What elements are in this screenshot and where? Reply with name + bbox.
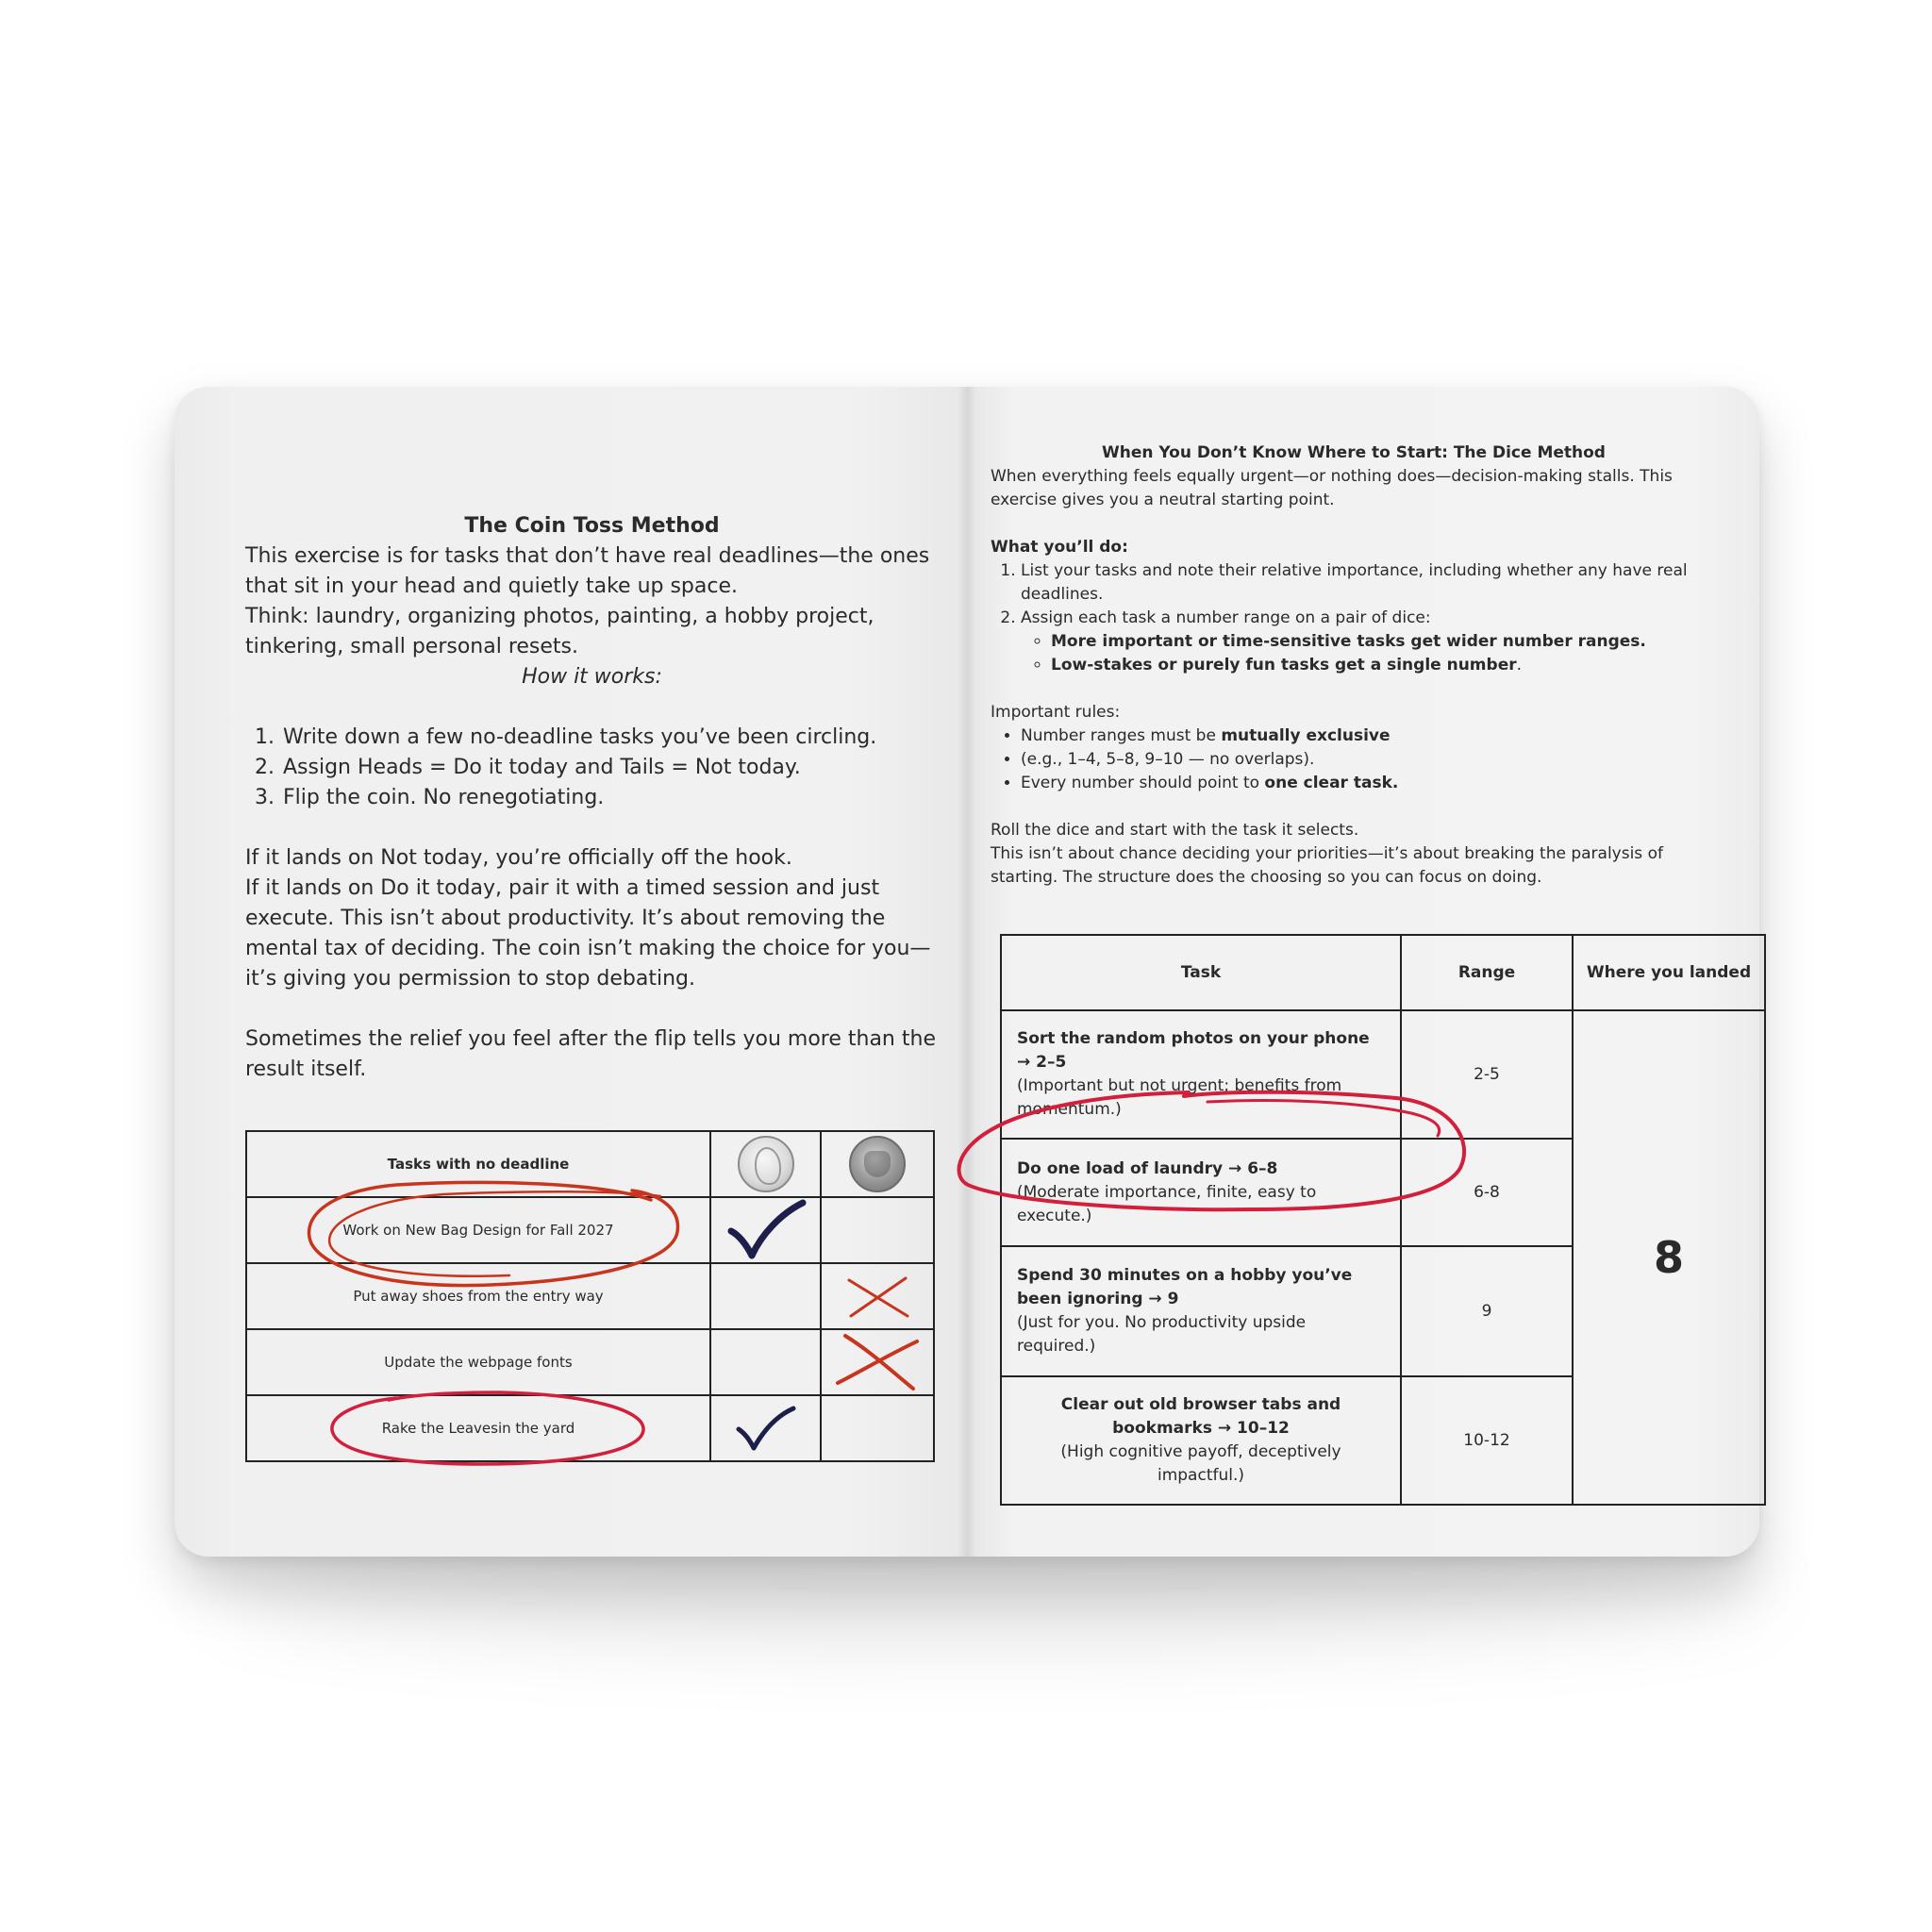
- table-row: [246, 1395, 934, 1461]
- rule-text: Every number should point to: [1021, 774, 1265, 792]
- sub-point-suffix: .: [1516, 656, 1523, 675]
- rule-item: • (e.g., 1–4, 5–8, 9–10 — no overlaps).: [1021, 748, 1717, 772]
- task-note: (Just for you. No productivity upside required.): [1017, 1313, 1307, 1356]
- task-note: (Important but not urgent; benefits from momentum.): [1017, 1076, 1342, 1119]
- quarter-tails-coin-icon: [849, 1136, 906, 1192]
- dice-step-text: Assign each task a number range on a pair of dice:: [1021, 608, 1431, 627]
- range-cell: 6-8: [1401, 1139, 1573, 1246]
- table-row: [246, 1263, 934, 1329]
- spacer: [991, 512, 1717, 536]
- dice-step: [1021, 607, 1717, 677]
- heads-cell: [710, 1197, 821, 1263]
- rule-item: [1021, 724, 1717, 748]
- coin-toss-steps: [245, 723, 939, 813]
- landed-header: Where you landed: [1573, 935, 1765, 1010]
- rule-text: Number ranges must be: [1021, 726, 1222, 745]
- checkmark-icon: [724, 1199, 808, 1261]
- task-cell: Put away shoes from the entry way: [246, 1263, 710, 1329]
- range-cell: 9: [1401, 1246, 1573, 1376]
- spacer: [245, 994, 939, 1024]
- task-cell: Update the webpage fonts: [246, 1329, 710, 1395]
- coin-step: 2. Assign Heads = Do it today and Tails = Not today.: [281, 753, 939, 783]
- spacer: [991, 795, 1717, 819]
- dice-steps: [991, 559, 1717, 677]
- task-cell: [1001, 1376, 1401, 1505]
- range-cell: 2-5: [1401, 1010, 1573, 1139]
- rule-strong: one clear task.: [1264, 774, 1399, 792]
- sub-point: [1051, 630, 1717, 654]
- coin-toss-title: The Coin Toss Method: [464, 514, 720, 538]
- coin-toss-intro-2: Think: laundry, organizing photos, painting, a hobby project, tinkering, small personal resets.: [245, 605, 874, 658]
- coin-toss-para-3: Sometimes the relief you feel after the flip tells you more than the result itself.: [245, 1027, 936, 1081]
- coin-toss-table: [245, 1130, 935, 1462]
- table-row: [246, 1197, 934, 1263]
- checkmark-icon: [733, 1405, 799, 1452]
- task-cell: [1001, 1010, 1401, 1139]
- x-mark-icon: [840, 1273, 915, 1320]
- coin-toss-para-2: If it lands on Do it today, pair it with a timed session and just execute. This isn’t about productivity. It’s about removing the mental tax of deciding. The coin isn’t making the choice for you—it’s giving you permission to stop debating.: [245, 876, 931, 991]
- coin-toss-text: [245, 511, 939, 1085]
- tails-cell: [821, 1197, 934, 1263]
- closing-2: This isn’t about chance deciding your priorities—it’s about breaking the paralysis of starting. The structure does the choosing so you can focus on doing.: [991, 844, 1663, 887]
- what-youll-do-heading: What you’ll do:: [991, 538, 1128, 557]
- range-cell: 10-12: [1401, 1376, 1573, 1505]
- sub-point-text: More important or time-sensitive tasks get wider number ranges.: [1051, 632, 1646, 651]
- dice-method-table: [1000, 934, 1766, 1506]
- tails-column-header: [821, 1131, 934, 1197]
- table-header-row: [1001, 935, 1765, 1010]
- heads-cell: [710, 1395, 821, 1461]
- table-header-row: [246, 1131, 934, 1197]
- task-title: Spend 30 minutes on a hobby you’ve been ignoring → 9: [1017, 1266, 1353, 1308]
- dice-method-text: [991, 441, 1717, 890]
- tasks-header: Tasks with no deadline: [246, 1131, 710, 1197]
- task-header: Task: [1001, 935, 1401, 1010]
- landed-value: 8: [1573, 1010, 1765, 1505]
- task-note: (High cognitive payoff, deceptively impactful.): [1060, 1442, 1341, 1485]
- table-row: [1001, 1010, 1765, 1139]
- range-header: Range: [1401, 935, 1573, 1010]
- closing-1: Roll the dice and start with the task it selects.: [991, 821, 1359, 840]
- task-note: (Moderate importance, finite, easy to execute.): [1017, 1182, 1317, 1225]
- task-cell: [1001, 1139, 1401, 1246]
- sub-point-text: Low-stakes or purely fun tasks get a single number: [1051, 656, 1517, 675]
- tails-cell: [821, 1263, 934, 1329]
- task-cell: Work on New Bag Design for Fall 2027: [246, 1197, 710, 1263]
- x-mark-icon: [832, 1332, 923, 1392]
- dice-sub-points: [1021, 630, 1717, 677]
- coin-toss-intro-1: This exercise is for tasks that don’t have real deadlines—the ones that sit in your head and quietly take up space.: [245, 544, 930, 598]
- dice-method-intro: When everything feels equally urgent—or nothing does—decision-making stalls. This exercise gives you a neutral starting point.: [991, 467, 1673, 509]
- quarter-heads-coin-icon: [738, 1136, 794, 1192]
- task-title: Clear out old browser tabs and bookmarks → 10–12: [1060, 1395, 1341, 1438]
- coin-toss-para-1: If it lands on Not today, you’re officially off the hook.: [245, 846, 792, 870]
- rule-strong: mutually exclusive: [1221, 726, 1391, 745]
- tails-cell: [821, 1395, 934, 1461]
- coin-step: 3. Flip the coin. No renegotiating.: [281, 783, 939, 813]
- table-row: [246, 1329, 934, 1395]
- heads-cell: [710, 1263, 821, 1329]
- book-spine: [958, 387, 976, 1557]
- task-cell: Rake the Leavesin the yard: [246, 1395, 710, 1461]
- tails-cell: [821, 1329, 934, 1395]
- task-title: Do one load of laundry → 6–8: [1017, 1158, 1278, 1178]
- task-title: Sort the random photos on your phone → 2–5: [1017, 1029, 1370, 1072]
- spacer: [991, 677, 1717, 701]
- heads-cell: [710, 1329, 821, 1395]
- important-rules-heading: Important rules:: [991, 703, 1121, 722]
- rules-list: [991, 724, 1717, 795]
- rule-item: [1021, 772, 1717, 795]
- dice-step: 1. List your tasks and note their relative importance, including whether any have real deadlines.: [1021, 559, 1717, 607]
- heads-column-header: [710, 1131, 821, 1197]
- sub-point: [1051, 654, 1717, 677]
- task-cell: [1001, 1246, 1401, 1376]
- coin-step: 1. Write down a few no-deadline tasks you’ve been circling.: [281, 723, 939, 753]
- how-it-works-label: How it works:: [522, 665, 662, 689]
- dice-method-title: When You Don’t Know Where to Start: The Dice Method: [1102, 443, 1606, 462]
